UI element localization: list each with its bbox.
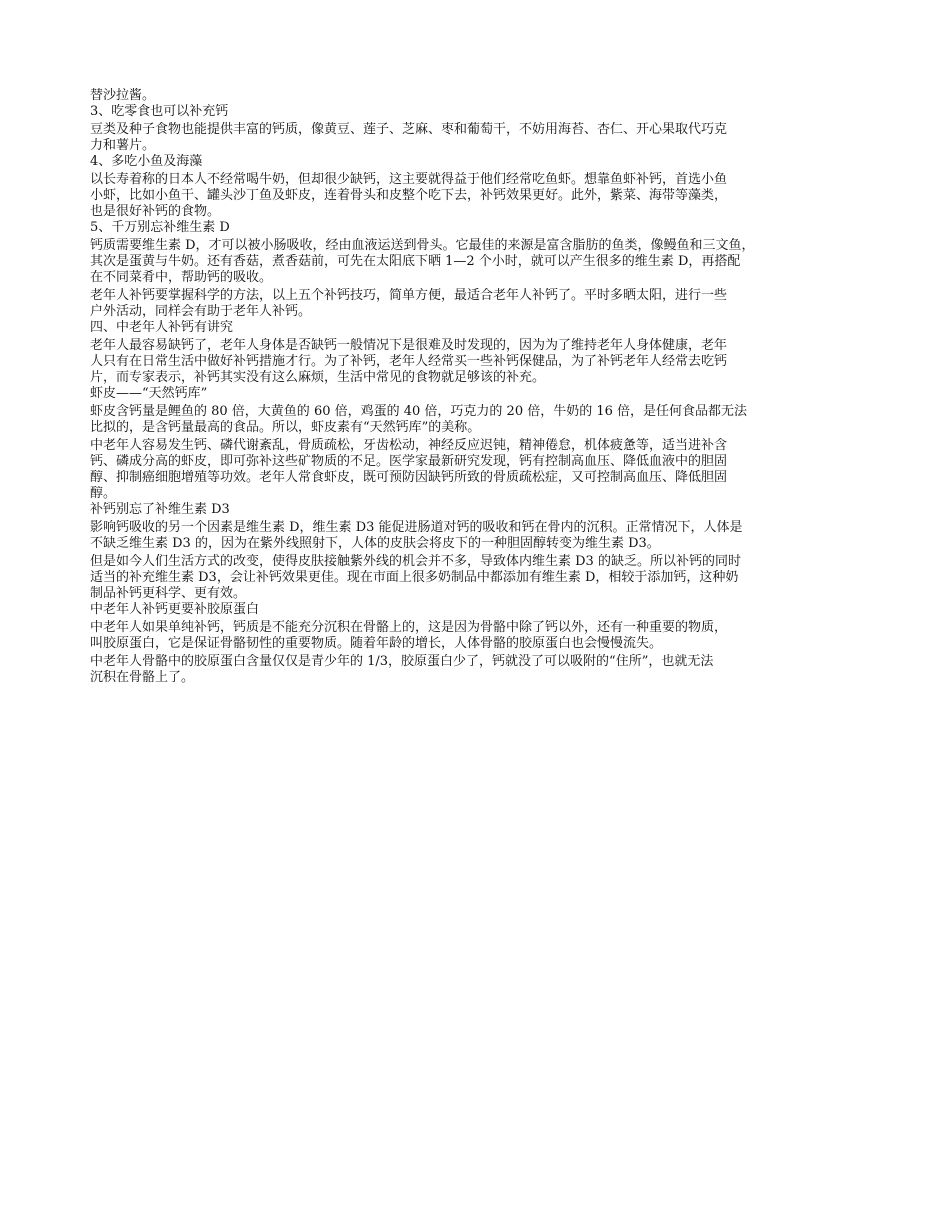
paragraph-line: 片，而专家表示，补钙其实没有这么麻烦，生活中常见的食物就足够该的补充。 — [90, 370, 546, 385]
paragraph-line: 制品补钙更科学、更有效。 — [90, 586, 247, 601]
paragraph-line: 沉积在骨骼上了。 — [90, 670, 195, 685]
paragraph — [90, 404, 880, 436]
paragraph-line: 力和薯片。 — [90, 138, 156, 153]
paragraph-line: 醇、抑制癌细胞增殖等功效。老年人常食虾皮，既可预防因缺钙所致的骨质疏松症，又可控制高血压、降低胆固 — [90, 470, 728, 485]
paragraph-line: 钙质需要维生素 D，才可以被小肠吸收，经由血液运送到骨头。它最佳的来源是富含脂肪的鱼类，像鳗鱼和三文鱼， — [90, 238, 755, 253]
paragraph-line: 以长寿着称的日本人不经常喝牛奶，但却很少缺钙，这主要就得益于他们经常吃鱼虾。想靠鱼虾补钙，首选小鱼 — [90, 172, 728, 187]
paragraph-line: 适当的补充维生素 D3，会让补钙效果更佳。现在市面上很多奶制品中都添加有维生素 D，相较于添加钙，这种奶 — [90, 570, 739, 585]
section-heading-shrimp-skin: 虾皮——“天然钙库” — [90, 386, 208, 401]
paragraph — [90, 122, 880, 154]
paragraph-line: 中老年人如果单纯补钙，钙质是不能充分沉积在骨骼上的，这是因为骨骼中除了钙以外，还有一种重要的物质， — [90, 620, 728, 635]
paragraph — [90, 172, 880, 220]
paragraph — [90, 554, 880, 602]
paragraph-line: 豆类及种子食物也能提供丰富的钙质，像黄豆、莲子、芝麻、枣和葡萄干，不妨用海苔、杏仁、开心果取代巧克 — [90, 122, 728, 137]
paragraph-line: 其次是蛋黄与牛奶。还有香菇，煮香菇前，可先在太阳底下晒 1—2 个小时，就可以产生很多的维生素 D，再搭配 — [90, 254, 741, 269]
section-heading-vitamin-d: 5、千万别忘补维生素 D — [90, 220, 230, 235]
paragraph-line: 老年人补钙要掌握科学的方法，以上五个补钙技巧，简单方便，最适合老年人补钙了。平时多晒太阳，进行一些 — [90, 288, 728, 303]
paragraph-line: 户外活动，同样会有助于老年人补钙。 — [90, 304, 312, 319]
paragraph-line: 小虾，比如小鱼干、罐头沙丁鱼及虾皮，连着骨头和皮整个吃下去，补钙效果更好。此外，紫菜、海带等藻类， — [90, 188, 728, 203]
paragraph-line: 叫胶原蛋白，它是保证骨骼韧性的重要物质。随着年龄的增长，人体骨骼的胶原蛋白也会慢慢流失。 — [90, 636, 663, 651]
paragraph — [90, 288, 880, 320]
paragraph-line: 比拟的，是含钙量最高的食品。所以，虾皮素有“天然钙库”的美称。 — [90, 420, 481, 435]
section-heading-snacks: 3、吃零食也可以补充钙 — [90, 104, 229, 119]
document-page — [90, 88, 880, 686]
paragraph — [90, 238, 880, 286]
paragraph-line: 不缺乏维生素 D3 的，因为在紫外线照射下，人体的皮肤会将皮下的一种胆固醇转变为维生素 D3。 — [90, 536, 660, 551]
paragraph-line: 钙、磷成分高的虾皮，即可弥补这些矿物质的不足。医学家最新研究发现，钙有控制高血压、降低血液中的胆固 — [90, 454, 728, 469]
section-heading-vitamin-d3: 补钙别忘了补维生素 D3 — [90, 502, 230, 517]
paragraph-line: 影响钙吸收的另一个因素是维生素 D，维生素 D3 能促进肠道对钙的吸收和钙在骨内的沉积。正常情况下，人体是 — [90, 520, 743, 535]
paragraph-line: 虾皮含钙量是鲤鱼的 80 倍，大黄鱼的 60 倍，鸡蛋的 40 倍，巧克力的 20 倍，牛奶的 16 倍，是任何食品都无法 — [90, 404, 748, 419]
section-heading-collagen: 中老年人补钙更要补胶原蛋白 — [90, 602, 260, 617]
paragraph-line: 醇。 — [90, 486, 117, 501]
paragraph — [90, 438, 880, 502]
paragraph-line: 中老年人容易发生钙、磷代谢紊乱，骨质疏松，牙齿松动，神经反应迟钝，精神倦怠，机体疲惫等，适当进补含 — [90, 438, 728, 453]
paragraph-line: 在不同菜肴中，帮助钙的吸收。 — [90, 270, 273, 285]
paragraph — [90, 520, 880, 552]
paragraph-line: 人只有在日常生活中做好补钙措施才行。为了补钙，老年人经常买一些补钙保健品，为了补钙老年人经常去吃钙 — [90, 354, 728, 369]
paragraph-line: 中老年人骨骼中的胶原蛋白含量仅仅是青少年的 1/3，胶原蛋白少了，钙就没了可以吸附的“住所”，也就无法 — [90, 654, 714, 669]
intro-tail-text: 替沙拉酱。 — [90, 88, 156, 103]
paragraph-line: 也是很好补钙的食物。 — [90, 204, 221, 219]
paragraph — [90, 338, 880, 386]
section-heading-fish-seaweed: 4、多吃小鱼及海藻 — [90, 154, 203, 169]
paragraph-line: 老年人最容易缺钙了，老年人身体是否缺钙一般情况下是很难及时发现的，因为为了维持老年人身体健康，老年 — [90, 338, 728, 353]
paragraph — [90, 654, 880, 686]
paragraph — [90, 620, 880, 652]
section-heading-elderly-calcium: 四、中老年人补钙有讲究 — [90, 320, 234, 335]
paragraph-line: 但是如今人们生活方式的改变，使得皮肤接触紫外线的机会并不多，导致体内维生素 D3 的缺乏。所以补钙的同时 — [90, 554, 741, 569]
